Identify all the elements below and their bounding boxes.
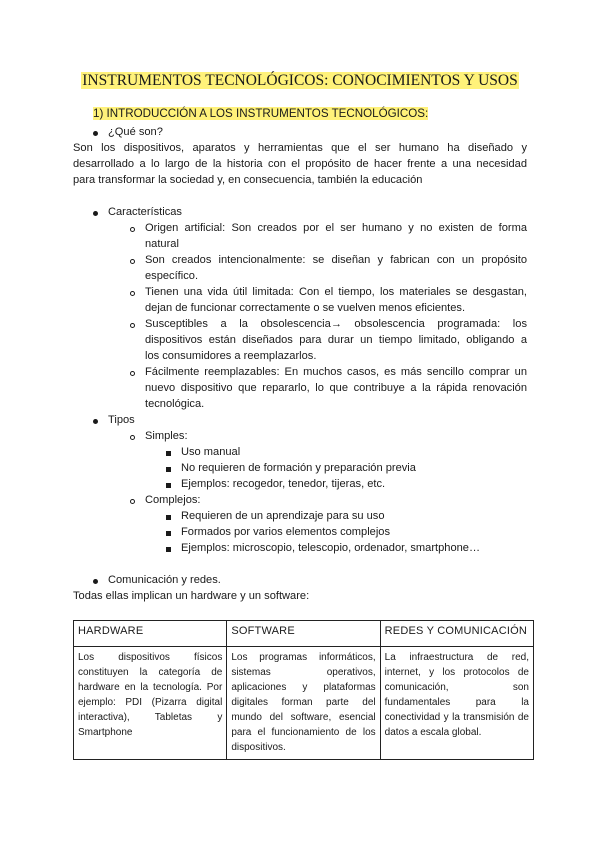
characteristic-line: natural [145, 238, 179, 250]
bullet-square-icon [166, 515, 171, 520]
table-header: REDES Y COMUNICACIÓN [380, 621, 533, 647]
simple-item: Ejemplos: recogedor, tenedor, tijeras, etc. [181, 478, 386, 490]
table-header: HARDWARE [74, 621, 227, 647]
summary-line: Todas ellas implican un hardware y un software: [73, 590, 310, 602]
table-row [74, 647, 534, 760]
table-cell: La infraestructura de red, internet, y los protocolos de comunicación, son fundamentales para la conectividad y la transmisión de datos a escala global. [380, 647, 533, 760]
table-cell: Los dispositivos físicos constituyen la categoría de hardware en la tecnología. Por ejemplo: PDI (Pizarra digital interactiva), Tabletas y Smartphone [74, 647, 227, 760]
table-header-row [74, 621, 534, 647]
characteristic-line: Origen artificial: Son creados por el ser humano y no existen de forma [145, 222, 527, 234]
types-label: Tipos [108, 414, 135, 426]
simple-item: No requieren de formación y preparación previa [181, 462, 416, 474]
bullet-square-icon [166, 483, 171, 488]
characteristic-line: dejan de funcionar correctamente o se vuelven menos eficientes. [145, 302, 466, 314]
intro-line: desarrollado a lo largo de la historia con el propósito de hacer frente a una necesidad [73, 158, 527, 170]
tech-table [73, 620, 534, 760]
table-cell: Los programas informáticos, sistemas operativos, aplicaciones y plataformas digitales forman parte del mundo del software, esencial para el funcionamiento de los dispositivos. [227, 647, 380, 760]
characteristic-line: dispositivos están diseñados para durar un tiempo limitado, obligando a [145, 334, 527, 346]
characteristic-line: Son creados intencionalmente: se diseñan y fabrican con un propósito [145, 254, 527, 266]
bullet-square-icon [166, 451, 171, 456]
simple-label: Simples: [145, 430, 188, 442]
section-heading: 1) INTRODUCCIÓN A LOS INSTRUMENTOS TECNOLÓGICOS: [93, 107, 429, 120]
complex-item: Formados por varios elementos complejos [181, 526, 391, 538]
bullet-circle-icon [130, 227, 135, 232]
page-title: INSTRUMENTOS TECNOLÓGICOS: CONOCIMIENTOS Y USOS [82, 72, 518, 89]
characteristic-line: específico. [145, 270, 199, 282]
intro-line: Son los dispositivos, aparatos y herramientas que el ser humano ha diseñado y [73, 142, 527, 154]
characteristic-line: nuevo dispositivo que repararlo, lo que contribuye a la rápida renovación [145, 382, 527, 394]
bullet-square-icon [166, 467, 171, 472]
complex-item: Requieren de un aprendizaje para su uso [181, 510, 385, 522]
characteristic-line: los consumidores a reemplazarlos. [145, 350, 317, 362]
communication-label: Comunicación y redes. [108, 574, 221, 586]
bullet-disc-icon [93, 131, 98, 136]
bullet-square-icon [166, 531, 171, 536]
intro-line: para transformar la sociedad y, en consecuencia, también la educación [73, 174, 423, 186]
table-header: SOFTWARE [227, 621, 380, 647]
complex-item: Ejemplos: microscopio, telescopio, ordenador, smartphone… [181, 542, 481, 554]
question-heading: ¿Qué son? [108, 126, 163, 138]
bullet-circle-icon [130, 499, 135, 504]
bullet-circle-icon [130, 291, 135, 296]
bullet-square-icon [166, 547, 171, 552]
bullet-disc-icon [93, 579, 98, 584]
bullet-circle-icon [130, 323, 135, 328]
characteristic-line: Fácilmente reemplazables: En muchos casos, es más sencillo comprar un [145, 366, 527, 378]
bullet-disc-icon [93, 211, 98, 216]
characteristic-line: Susceptibles a la obsolescencia→ obsolescencia programada: los [145, 318, 527, 330]
characteristic-line: tecnológica. [145, 398, 205, 410]
complex-label: Complejos: [145, 494, 201, 506]
characteristics-label: Características [108, 206, 182, 218]
characteristic-line: Tienen una vida útil limitada: Con el tiempo, los materiales se desgastan, [145, 286, 527, 298]
bullet-circle-icon [130, 259, 135, 264]
bullet-disc-icon [93, 419, 98, 424]
bullet-circle-icon [130, 371, 135, 376]
bullet-circle-icon [130, 435, 135, 440]
simple-item: Uso manual [181, 446, 241, 458]
